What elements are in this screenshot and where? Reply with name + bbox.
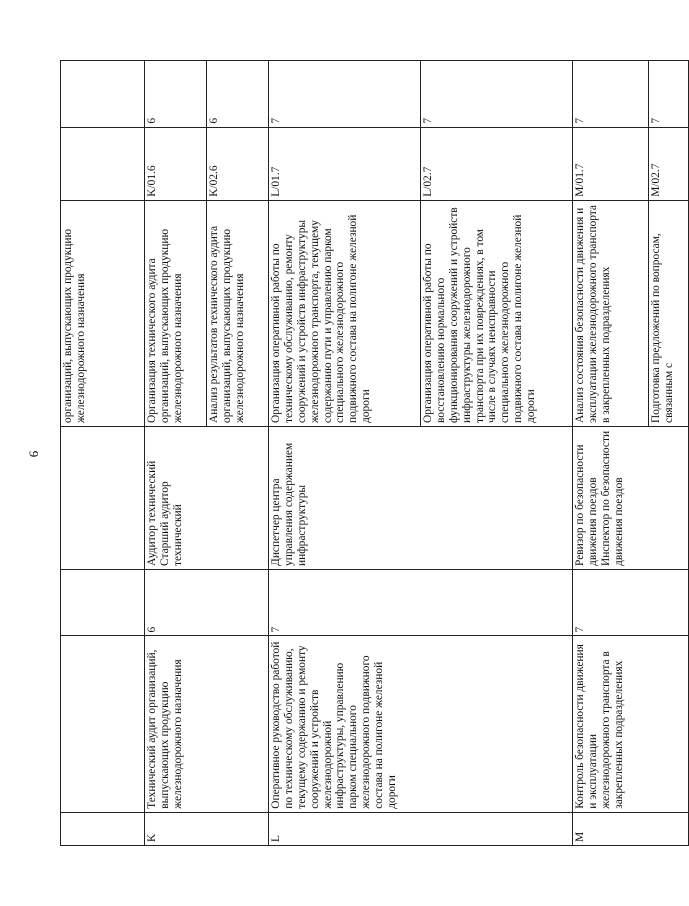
cell-function: Технический аудит организаций, выпускающих продукцию железнодорожного назначения (145, 636, 269, 812)
cell-function-code: K/02.6 (207, 127, 269, 200)
cell-labor-function: Анализ результатов технического аудита организаций, выпускающих продукцию железнодорожного назначения (207, 200, 269, 426)
cell-code: L (269, 812, 573, 845)
cell-function-level: 6 (145, 61, 207, 128)
cell-level: 6 (145, 569, 269, 636)
cell-function-code (61, 127, 145, 200)
cell-function-code: L/02.7 (421, 127, 573, 200)
cell-level (61, 569, 145, 636)
cell-positions: Аудитор технический Старший аудитор технический (145, 426, 269, 569)
cell-function: Оперативное руководство работой по техническому обслуживанию, текущему содержанию и ремонту сооружений и устройств железнодорожной инфраструктуры, управлению парком специального железнодорожного подвижного состава на полигоне железной дороги (269, 636, 573, 812)
cell-function-code: L/01.7 (269, 127, 421, 200)
functions-table (60, 60, 689, 846)
cell-function-level: 7 (649, 61, 689, 128)
cell-labor-function: Подготовка предложений по вопросам, связанным с (649, 200, 689, 426)
cell-function-code: M/01.7 (573, 127, 649, 200)
table-row (269, 61, 421, 846)
cell-function-level (61, 61, 145, 128)
cell-level: 7 (573, 569, 689, 636)
cell-function: Контроль безопасности движения и эксплуатации железнодорожного транспорта в закрепленных подразделениях (573, 636, 689, 812)
cell-code: M (573, 812, 689, 845)
cell-function-level: 6 (207, 61, 269, 128)
table-row (61, 61, 145, 846)
cell-function-level: 7 (421, 61, 573, 128)
page-number: 9 (26, 450, 42, 458)
table-row (145, 61, 207, 846)
cell-function (61, 636, 145, 812)
cell-positions (61, 426, 145, 569)
cell-labor-function: Организация оперативной работы по техническому обслуживанию, ремонту сооружений и устройств инфраструктуры железнодорожного транспорта, текущему содержанию пути и управлению парком специального железнодорожного подвижного состава на полигоне железной дороги (269, 200, 421, 426)
cell-function-level: 7 (269, 61, 421, 128)
cell-labor-function: Организация оперативной работы по восстановлению нормального функционирования сооружений и устройств инфраструктуры железнодорожного транспорта при их повреждениях, в том числе в случаях неисправности специального железнодорожного подвижного состава на полигоне железной дороги (421, 200, 573, 426)
cell-code: K (145, 812, 269, 845)
cell-function-code: M/02.7 (649, 127, 689, 200)
table-row (573, 61, 649, 846)
cell-labor-function: организаций, выпускающих продукцию железнодорожного назначения (61, 200, 145, 426)
cell-level: 7 (269, 569, 573, 636)
rotated-table-container (60, 60, 675, 846)
cell-code (61, 812, 145, 845)
cell-labor-function: Организация технического аудита организаций, выпускающих продукцию железнодорожного назначения (145, 200, 207, 426)
cell-function-code: K/01.6 (145, 127, 207, 200)
cell-positions: Диспетчер центра управления содержанием инфраструктуры (269, 426, 573, 569)
cell-labor-function: Анализ состояния безопасности движения и эксплуатации железнодорожного транспорта в закрепленных подразделениях (573, 200, 649, 426)
cell-positions: Ревизор по безопасности движения поездов Инспектор по безопасности движения поездов (573, 426, 689, 569)
cell-function-level: 7 (573, 61, 649, 128)
